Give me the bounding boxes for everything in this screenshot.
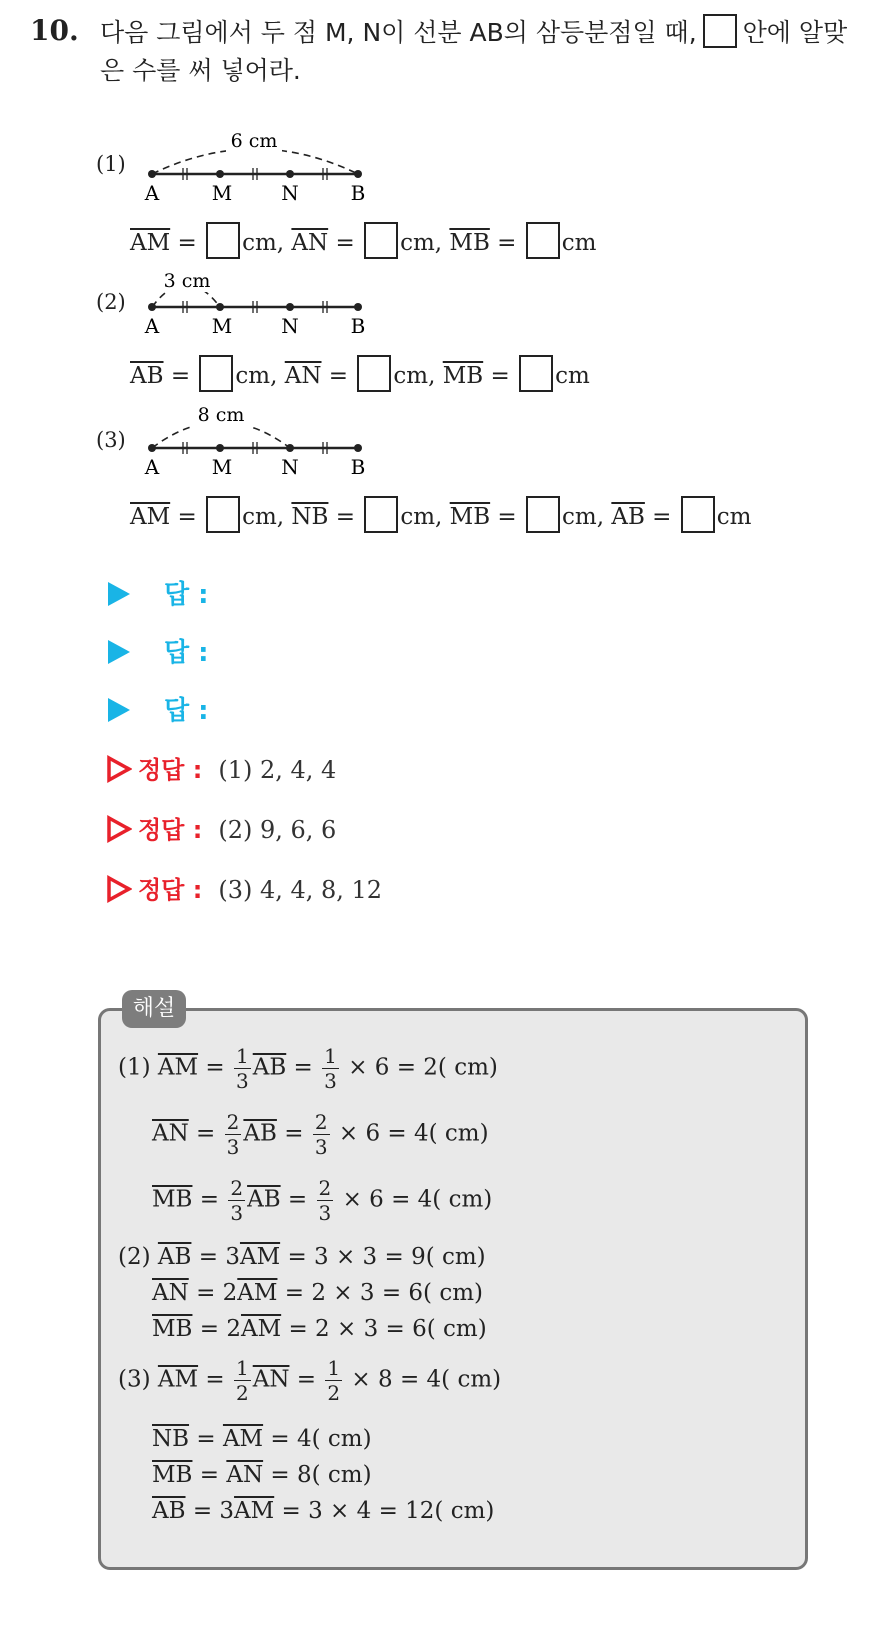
equation-tail: = 3 × 4 = 12( cm) [281, 1498, 495, 1524]
unit: cm, [400, 230, 443, 256]
answer-row-2[interactable] [108, 632, 209, 669]
outline-triangle-icon [106, 875, 132, 903]
numerator: 2 [314, 1110, 328, 1134]
equation-tail: = 2 × 3 = 6( cm) [288, 1316, 487, 1342]
segment-name: $\overline{NB}$ [152, 1426, 190, 1452]
equation-mid: = 2 [196, 1280, 238, 1306]
answer-blank-box[interactable] [519, 355, 553, 392]
point-n-label: N [281, 314, 299, 338]
numerator: 1 [324, 1044, 337, 1068]
unit: cm, [393, 363, 436, 389]
segment-name: $\overline{AM}$ [130, 504, 171, 530]
explanation-line-10 [152, 1498, 494, 1524]
correct-answer-2 [106, 810, 336, 845]
outline-triangle-icon [106, 755, 132, 783]
denominator: 3 [314, 1135, 328, 1159]
explanation-line-6 [152, 1316, 487, 1342]
equation-tail: = 4( cm) [270, 1426, 372, 1452]
answer-label: 답 : [164, 580, 209, 610]
answer-blank-box[interactable] [206, 496, 240, 533]
answer-blank-box[interactable] [357, 355, 391, 392]
segment-name: $\overline{MB}$ [152, 1316, 193, 1342]
equation-mid: = 3 [198, 1244, 240, 1270]
part-label: (3) [118, 1366, 151, 1393]
correct-value: (2) 9, 6, 6 [218, 816, 337, 844]
explanation-line-7: (3) $\overline{AM}$ = $\frac{1}{2}$ $\overline{AN}$ = $\frac{1}{2}$ × 8 = 4( cm) [118, 1356, 502, 1405]
fraction [313, 1112, 330, 1157]
numerator: 2 [318, 1176, 332, 1200]
unit: cm [555, 363, 590, 389]
segment-name: $\overline{AB}$ [157, 1244, 192, 1270]
point-n-label: N [281, 181, 299, 205]
equation-tail: = 2 × 3 = 6( cm) [284, 1280, 483, 1306]
explanation-line-8: $\overline{NB} = \overline{AM} = 4$( cm) [152, 1426, 372, 1452]
answer-row-3[interactable] [108, 690, 209, 727]
point-a-label: A [144, 455, 160, 479]
outline-triangle-icon [106, 815, 132, 843]
question-text [100, 14, 860, 90]
part-label: (1) [118, 1054, 151, 1081]
correct-label: 정답 : [138, 816, 203, 844]
equation-tail: × 8 = 4( cm) [351, 1366, 502, 1393]
segment-name: $\overline{AB}$ [611, 504, 645, 530]
segment-name: $\overline{AM}$ [237, 1280, 278, 1306]
segment-name: $\overline{AN}$ [284, 363, 322, 389]
segment-name: $\overline{AN}$ [226, 1462, 264, 1488]
segment-name: $\overline{MB}$ [152, 1186, 193, 1213]
denominator: 2 [327, 1381, 341, 1405]
point-b-label: B [350, 455, 366, 479]
segment-name: $\overline{AN}$ [152, 1280, 189, 1306]
answer-label: 답 : [164, 696, 209, 726]
segment-name: $\overline{MB}$ [449, 504, 491, 530]
segment-name: $\overline{AB}$ [243, 1120, 277, 1147]
fraction [322, 1046, 339, 1091]
play-triangle-icon [108, 582, 130, 606]
denominator: 3 [235, 1069, 249, 1093]
denominator: 2 [235, 1381, 249, 1405]
unit: cm [561, 230, 597, 256]
problem-2-equations: $\overline{AB}$ = cm, $\overline{AN}$ = cm, $\overline{MB}$ = cm [130, 355, 590, 392]
segment-name: $\overline{AB}$ [130, 363, 164, 389]
unit: cm, [242, 230, 285, 256]
explanation-line-1: (1) $\overline{AM}$ = $\frac{1}{3}$ $\overline{AB}$ = $\frac{1}{3}$ × 6 = 2( cm) [118, 1044, 498, 1093]
play-triangle-icon [108, 640, 130, 664]
segment-name: $\overline{AN}$ [291, 230, 329, 256]
denominator: 3 [324, 1069, 337, 1093]
answer-blank-box[interactable] [206, 222, 240, 259]
equation-tail: = 3 × 3 = 9( cm) [287, 1244, 486, 1270]
point-m-label: M [211, 314, 233, 338]
problem-3-diagram [130, 400, 390, 480]
answer-blank-box[interactable] [526, 496, 560, 533]
segment-name: $\overline{MB}$ [449, 230, 490, 256]
point-m-label: M [211, 455, 233, 479]
distance-label: 3 cm [163, 270, 211, 292]
denominator: 3 [226, 1135, 240, 1159]
point-b-label: B [350, 181, 366, 205]
segment-name: $\overline{AM}$ [157, 1366, 199, 1393]
equation-tail: × 6 = 2( cm) [348, 1054, 498, 1081]
segment-name: $\overline{MB}$ [442, 363, 484, 389]
numerator: 2 [226, 1110, 240, 1134]
segment-name: $\overline{AM}$ [234, 1498, 275, 1524]
segment-name: $\overline{AM}$ [157, 1054, 199, 1081]
answer-blank-box[interactable] [681, 496, 715, 533]
question-text-part2: 안에 알맞은 수를 써 넣어라. [100, 18, 848, 85]
problem-3-equations: $\overline{AM}$ = cm, $\overline{NB}$ = cm, $\overline{MB}$ = cm, $\overline{AB}$ = cm [130, 496, 751, 533]
equation-mid: = 2 [199, 1316, 241, 1342]
correct-label: 정답 : [138, 756, 203, 784]
fraction [225, 1112, 242, 1157]
explanation-line-5 [152, 1280, 483, 1306]
unit: cm, [235, 363, 278, 389]
blank-box-icon [703, 14, 737, 48]
numerator: 2 [230, 1176, 244, 1200]
correct-label: 정답 : [138, 876, 203, 904]
explanation-line-4 [118, 1244, 486, 1270]
point-a-label: A [144, 314, 160, 338]
fraction [234, 1046, 251, 1091]
unit: cm, [562, 504, 605, 530]
explanation-tag: 해설 [122, 990, 186, 1028]
correct-answer-3 [106, 870, 382, 905]
unit: cm, [242, 504, 285, 530]
equation-mid: = 3 [192, 1498, 235, 1524]
point-n-label: N [281, 455, 299, 479]
segment-name: $\overline{AB}$ [252, 1054, 287, 1081]
denominator: 3 [318, 1201, 332, 1225]
problem-1-diagram [130, 126, 390, 206]
answer-blank-box[interactable] [364, 496, 398, 533]
correct-value: (3) 4, 4, 8, 12 [218, 876, 383, 904]
play-triangle-icon [108, 698, 130, 722]
correct-value: (1) 2, 4, 4 [218, 756, 337, 784]
problem-2-label: (2) [96, 290, 126, 314]
distance-label: 8 cm [197, 404, 245, 426]
distance-label: 6 cm [230, 130, 278, 152]
fraction [228, 1178, 245, 1223]
answer-blank-box[interactable] [364, 222, 398, 259]
numerator: 1 [235, 1356, 249, 1380]
fraction [317, 1178, 334, 1223]
point-b-label: B [350, 314, 366, 338]
correct-answer-1 [106, 750, 336, 785]
fraction [234, 1358, 251, 1403]
explanation-line-3: $\overline{MB}$ = $\frac{2}{3}$ $\overline{AB}$ = $\frac{2}{3}$ × 6 = 4( cm) [152, 1176, 493, 1225]
answer-label: 답 : [164, 638, 209, 668]
problem-2-diagram [130, 262, 390, 342]
explanation-line-2: $\overline{AN}$ = $\frac{2}{3}$ $\overline{AB}$ = $\frac{2}{3}$ × 6 = 4( cm) [152, 1110, 489, 1159]
numerator: 1 [235, 1044, 249, 1068]
unit: cm, [400, 504, 443, 530]
segment-name: $\overline{MB}$ [152, 1462, 193, 1488]
point-a-label: A [144, 181, 160, 205]
segment-name: $\overline{AM}$ [240, 1316, 282, 1342]
segment-name: $\overline{AM}$ [239, 1244, 281, 1270]
fraction [325, 1358, 342, 1403]
numerator: 1 [327, 1356, 341, 1380]
unit: cm [716, 504, 752, 530]
answer-blank-box[interactable] [199, 355, 233, 392]
answer-row-1[interactable] [108, 574, 209, 611]
part-label: (2) [118, 1244, 151, 1270]
problem-1-equations: $\overline{AM}$ = cm, $\overline{AN}$ = cm, $\overline{MB}$ = cm [130, 222, 596, 259]
problem-1-label: (1) [96, 152, 126, 176]
segment-name: $\overline{AN}$ [152, 1120, 189, 1147]
point-m-label: M [211, 181, 233, 205]
segment-name: $\overline{NB}$ [291, 504, 329, 530]
equation-tail: = 8( cm) [270, 1462, 372, 1488]
segment-name: $\overline{AM}$ [222, 1426, 264, 1452]
denominator: 3 [230, 1201, 244, 1225]
question-number: 10. [30, 14, 79, 47]
segment-name: $\overline{AN}$ [252, 1366, 290, 1393]
answer-blank-box[interactable] [526, 222, 560, 259]
equation-tail: × 6 = 4( cm) [342, 1186, 493, 1213]
segment-name: $\overline{AB}$ [152, 1498, 186, 1524]
question-text-part1: 다음 그림에서 두 점 M, N이 선분 AB의 삼등분점일 때, [100, 18, 697, 47]
explanation-line-9: $\overline{MB} = \overline{AN} = 8$( cm) [152, 1462, 372, 1488]
equation-tail: × 6 = 4( cm) [338, 1120, 489, 1147]
segment-name: $\overline{AM}$ [130, 230, 171, 256]
problem-3-label: (3) [96, 428, 126, 452]
segment-name: $\overline{AB}$ [247, 1186, 281, 1213]
